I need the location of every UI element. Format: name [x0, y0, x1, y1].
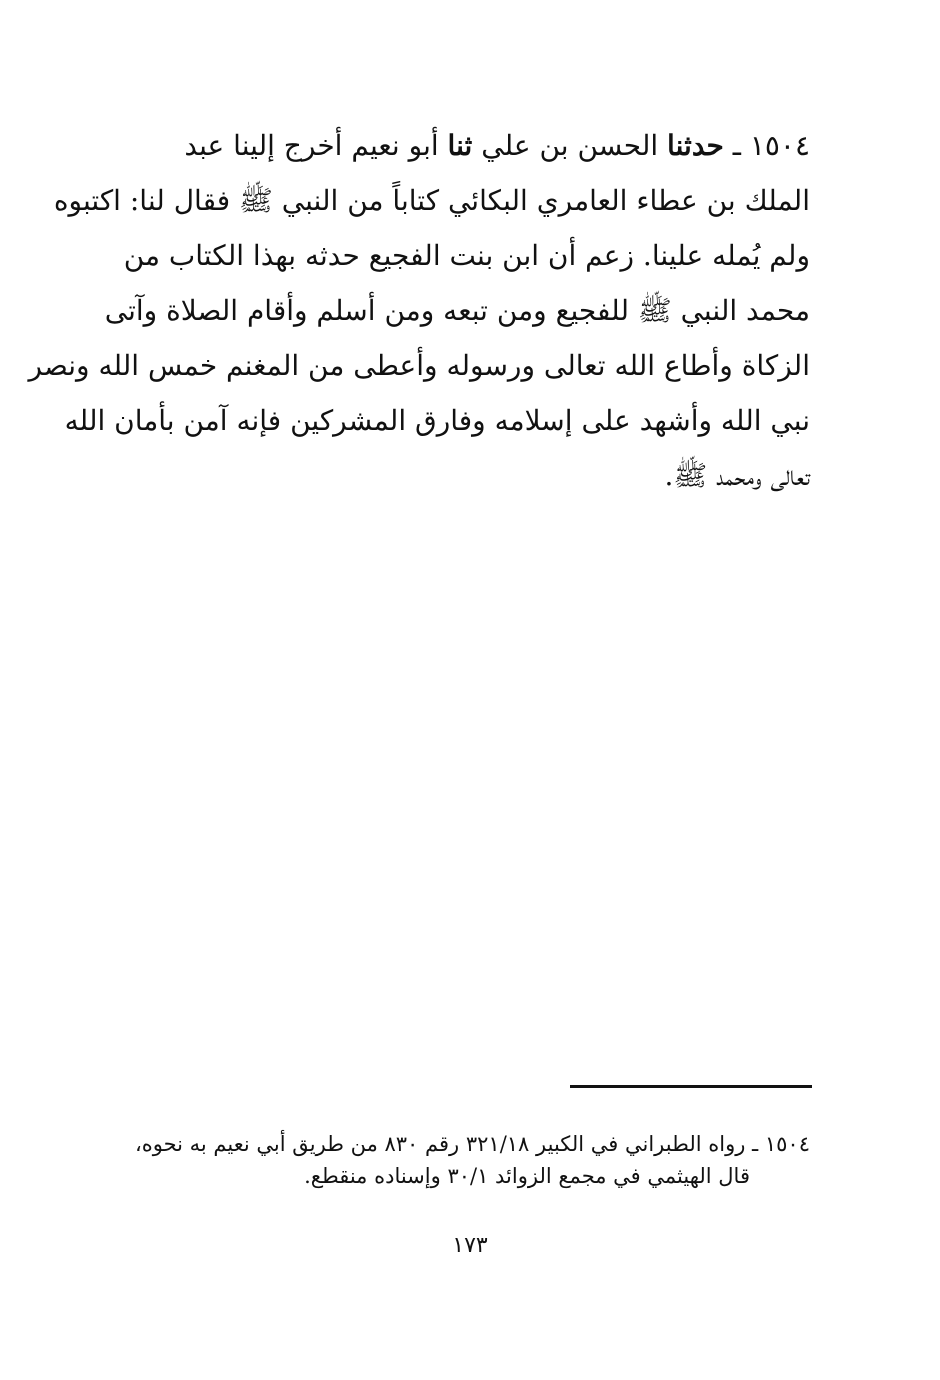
hadith-line-5: الزكاة وأطاع الله تعالى ورسوله وأعطى من المغنم خمس الله ونصر [28, 349, 810, 382]
hadith-line1-text-b: أبو نعيم أخرج إلينا عبد [184, 129, 439, 162]
hadith-line-4: محمد النبي ﷺ للفجيع ومن تبعه ومن أسلم وأقام الصلاة وآتى [104, 294, 810, 327]
hadith-number: ١٥٠٤ [749, 129, 810, 162]
hadith-line-6: نبي الله وأشهد على إسلامه وفارق المشركين فإنه آمن بأمان الله [64, 404, 810, 437]
hadith-line-2: الملك بن عطاء العامري البكائي كتاباً من النبي ﷺ فقال لنا: اكتبوه [53, 184, 810, 217]
hadith-line-1 [134, 118, 810, 173]
footnote-line-1: ١٥٠٤ ـ رواه الطبراني في الكبير ٣٢١/١٨ رقم ٨٣٠ من طريق أبي نعيم به نحوه، [134, 1132, 810, 1156]
hadith-line-3: ولم يُمله علينا. زعم أن ابن بنت الفجيع حدثه بهذا الكتاب من [123, 239, 810, 272]
hadith-text [28, 118, 810, 503]
hadith-dash: ـ [732, 129, 741, 162]
hadith-opening: حدثنا [667, 129, 724, 162]
footnote [134, 1128, 810, 1192]
hadith-line1-bold: ثنا [447, 129, 473, 162]
footnote-divider [570, 1085, 812, 1088]
hadith-line1-text-a: الحسن بن علي [481, 129, 659, 162]
hadith-line-7: تعالى ومحمد ﷺ. [664, 459, 810, 492]
page-number: ١٧٣ [452, 1233, 488, 1258]
footnote-line-2: قال الهيثمي في مجمع الزوائد ٣٠/١ وإسناده منقطع. [304, 1164, 750, 1188]
